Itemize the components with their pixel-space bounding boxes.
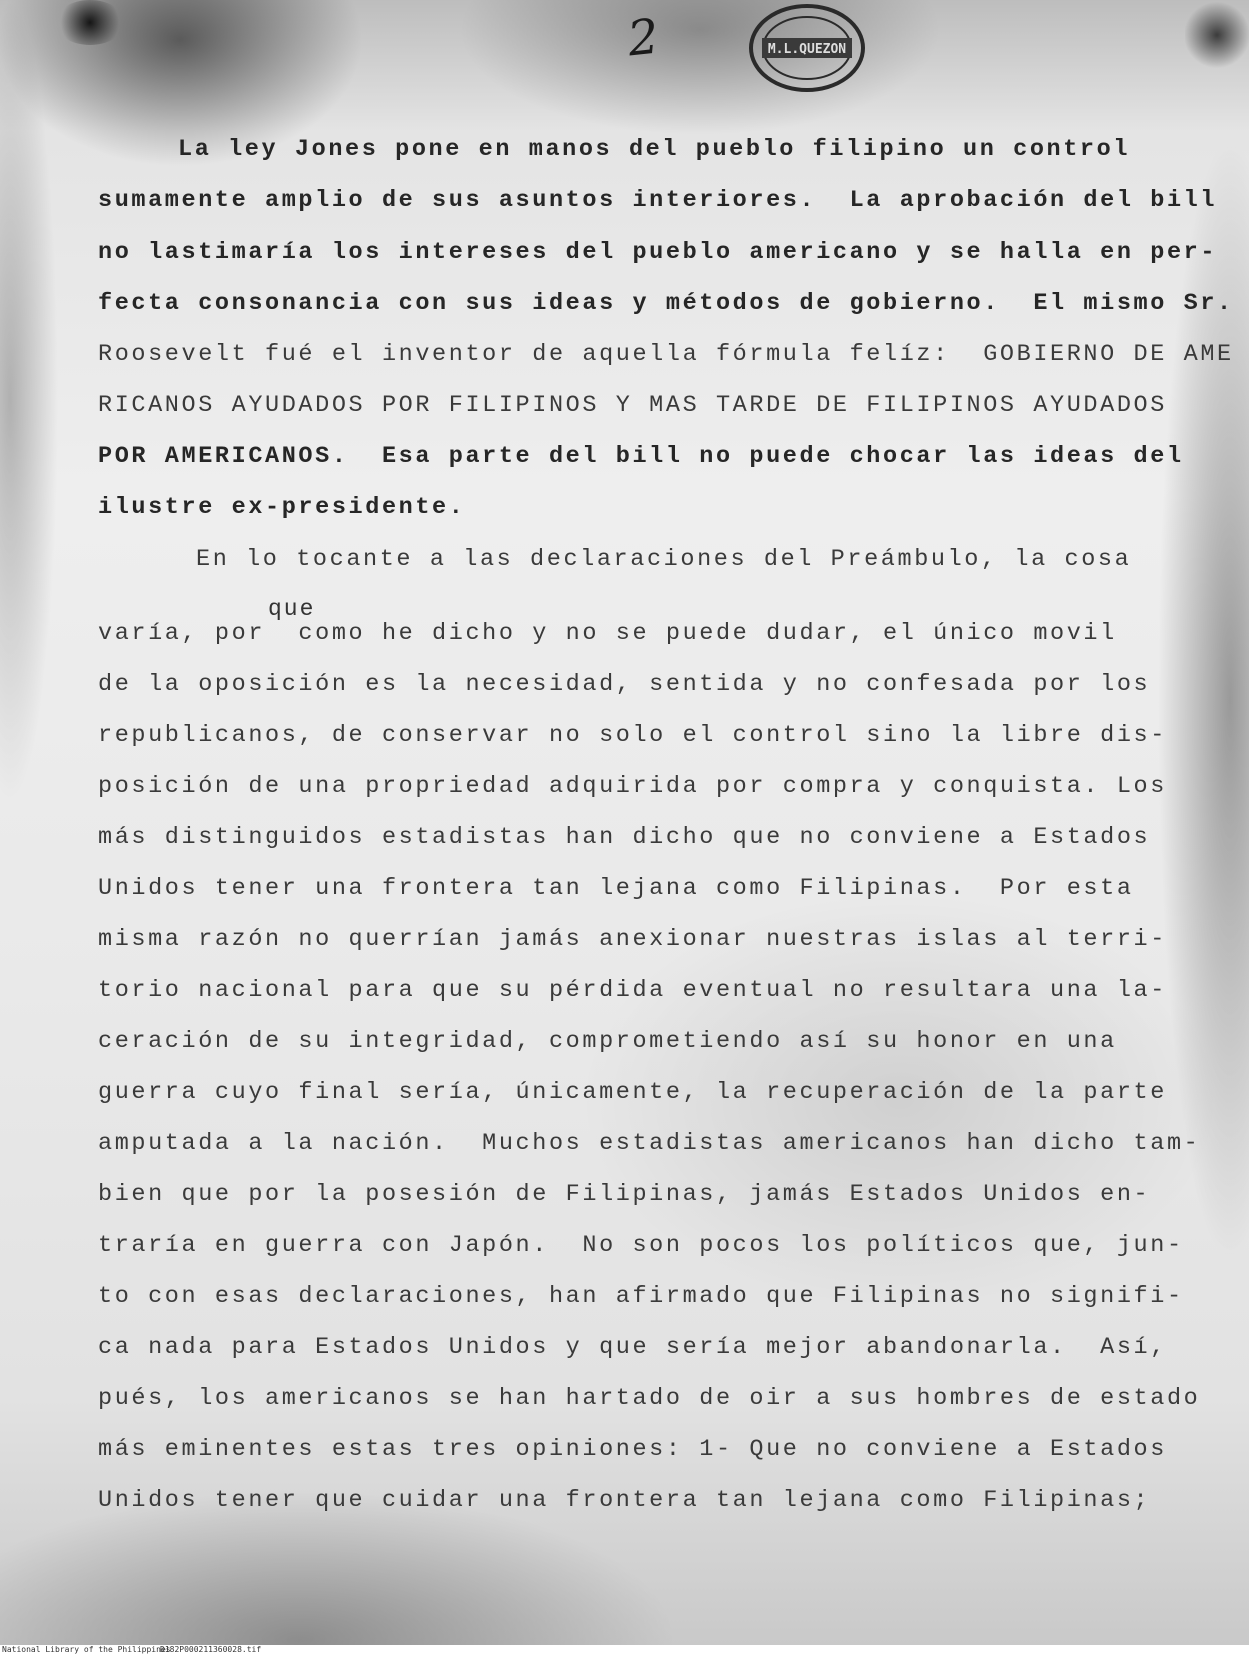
text-line-17: torio nacional para que su pérdida eventual no resultara una la- (98, 977, 1167, 1004)
text-line-27: Unidos tener que cuidar una frontera tan lejana como Filipinas; (98, 1487, 1151, 1514)
text-line-26: más eminentes estas tres opiniones: 1- Que no conviene a Estados (98, 1436, 1167, 1463)
text-line-25: pués, los americanos se han hartado de oir a sus hombres de estado (98, 1385, 1201, 1412)
text-line-22: traría en guerra con Japón. No son pocos los políticos que, jun- (98, 1232, 1184, 1259)
text-line-10: varía, por como he dicho y no se puede dudar, el único movil (98, 620, 1117, 647)
text-line-24: ca nada para Estados Unidos y que sería mejor abandonarla. Así, (98, 1334, 1167, 1361)
text-line-8: ilustre ex-presidente. (98, 494, 466, 521)
text-line-9: En lo tocante a las declaraciones del Preámbulo, la cosa (196, 546, 1132, 573)
text-line-23: to con esas declaraciones, han afirmado que Filipinas no signifi- (98, 1283, 1184, 1310)
footer-filename: D182P000211360028.tif (160, 1645, 262, 1654)
handwritten-insertion: que (268, 596, 316, 622)
text-line-4: fecta consonancia con sus ideas y métodos de gobierno. El mismo Sr. (98, 290, 1234, 317)
footer-source: National Library of the Philippines (2, 1645, 171, 1654)
text-line-19: guerra cuyo final sería, únicamente, la recuperación de la parte (98, 1079, 1167, 1106)
text-line-21: bien que por la posesión de Filipinas, jamás Estados Unidos en- (98, 1181, 1151, 1208)
text-line-14: más distinguidos estadistas han dicho que no conviene a Estados (98, 824, 1151, 851)
text-line-11: de la oposición es la necesidad, sentida y no confesada por los (98, 671, 1151, 698)
text-line-7: POR AMERICANOS. Esa parte del bill no puede chocar las ideas del (98, 443, 1184, 470)
text-line-3: no lastimaría los intereses del pueblo americano y se halla en per- (98, 239, 1218, 266)
text-line-2: sumamente amplio de sus asuntos interiores. La aprobación del bill (98, 187, 1218, 214)
text-line-15: Unidos tener una frontera tan lejana como Filipinas. Por esta (98, 875, 1134, 902)
page-number: 2 (625, 8, 662, 68)
text-line-20: amputada a la nación. Muchos estadistas americanos han dicho tam- (98, 1130, 1201, 1157)
stamp-label: M.L.QUEZON (767, 42, 847, 57)
text-line-13: posición de una propriedad adquirida por compra y conquista. Los (98, 773, 1167, 800)
archive-stamp-icon (748, 2, 866, 94)
text-line-18: ceración de su integridad, comprometiendo así su honor en una (98, 1028, 1117, 1055)
text-line-16: misma razón no querrían jamás anexionar nuestras islas al terri- (98, 926, 1167, 953)
corner-shadow (1185, 0, 1249, 70)
ink-stain (55, 0, 125, 45)
scan-footer (0, 1645, 1249, 1658)
text-line-12: republicanos, de conservar no solo el control sino la libre dis- (98, 722, 1167, 749)
text-line-5: Roosevelt fué el inventor de aquella fórmula felíz: GOBIERNO DE AME (98, 341, 1234, 368)
text-line-6: RICANOS AYUDADOS POR FILIPINOS Y MAS TARDE DE FILIPINOS AYUDADOS (98, 392, 1167, 419)
text-line-1: La ley Jones pone en manos del pueblo filipino un control (178, 136, 1131, 163)
